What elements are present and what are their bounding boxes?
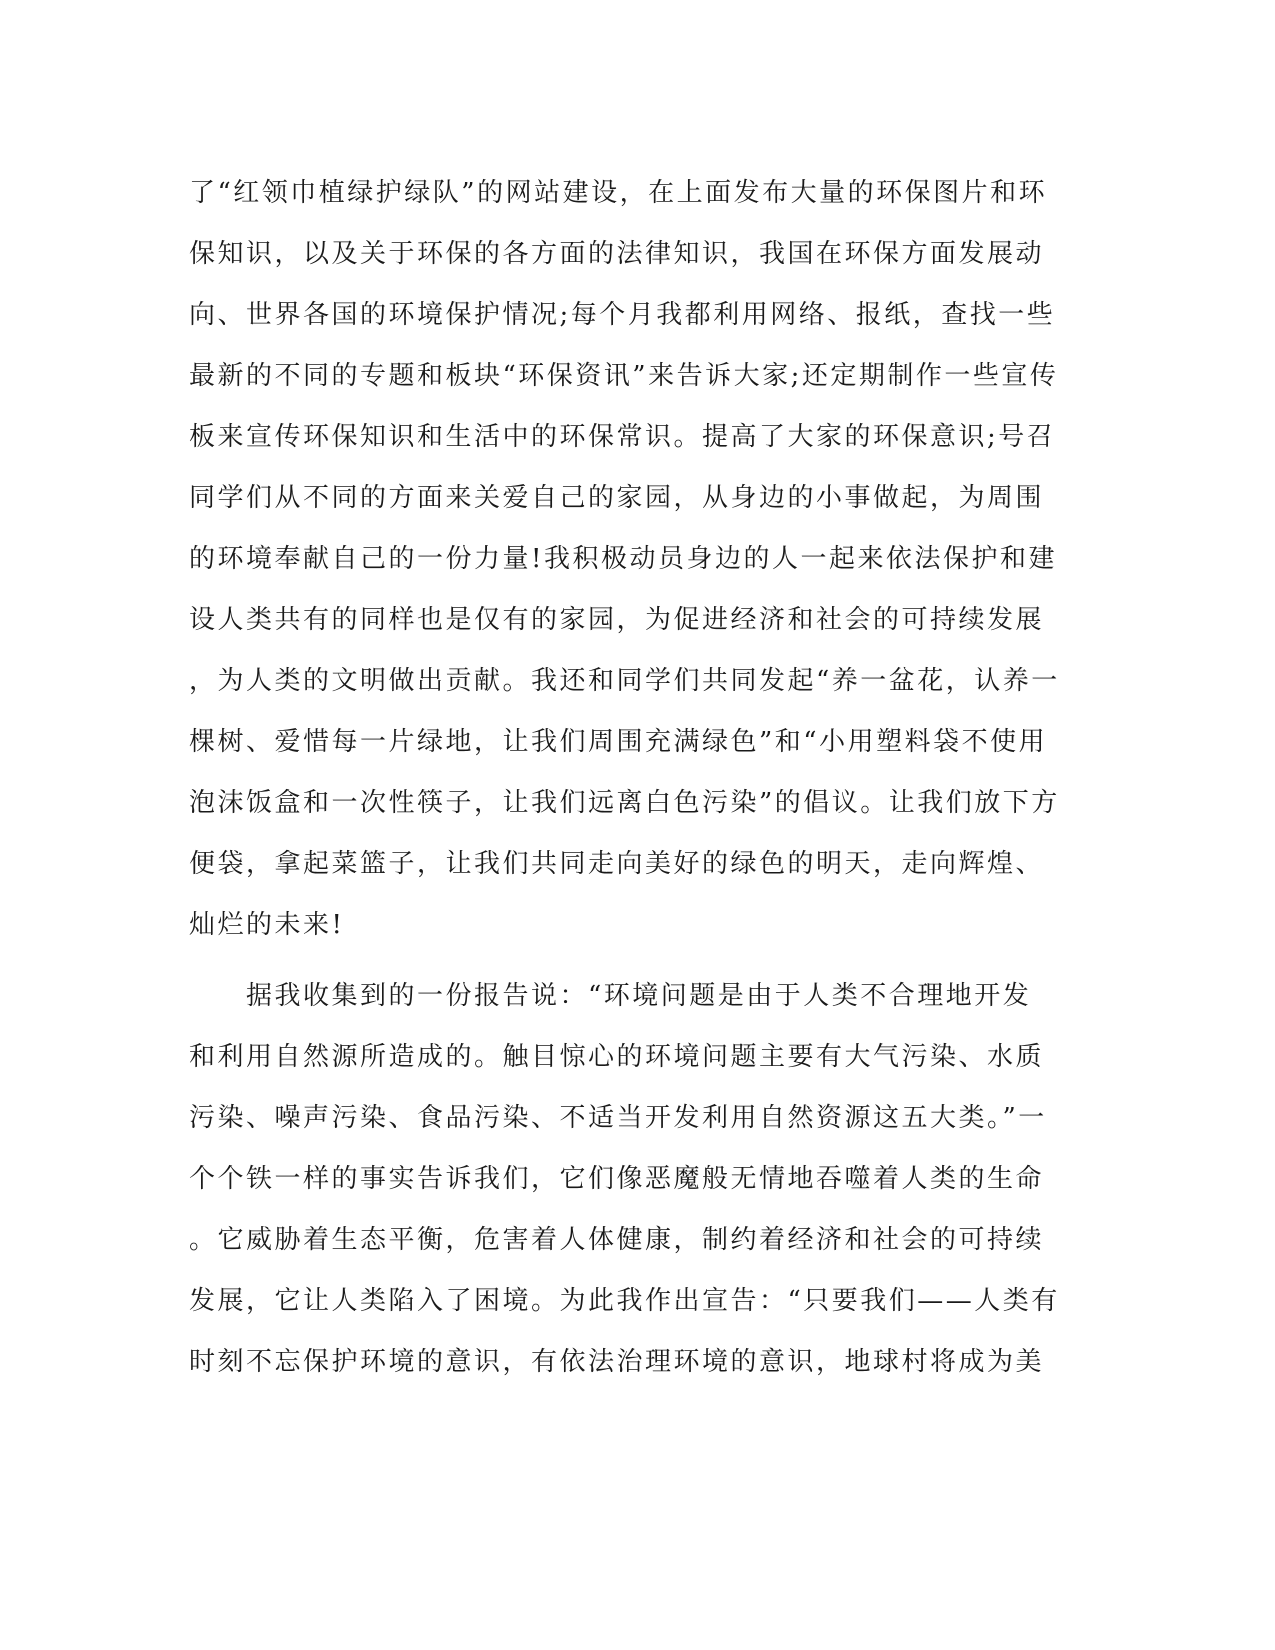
text-line: 棵树、爱惜每一片绿地，让我们周围充满绿色”和“小用塑料袋不使用 <box>189 727 1048 757</box>
paragraph-gap <box>189 956 1069 966</box>
text-line: ，为人类的文明做出贡献。我还和同学们共同发起“养一盆花，认养一 <box>189 666 1060 696</box>
document-body <box>189 163 1069 1393</box>
text-line: 污染、噪声污染、食品污染、不适当开发利用自然资源这五大类。”一 <box>189 1103 1047 1133</box>
text-line: 泡沫饭盒和一次性筷子，让我们远离白色污染”的倡议。让我们放下方 <box>189 788 1060 818</box>
text-line: 时刻不忘保护环境的意识，有依法治理环境的意识，地球村将成为美 <box>189 1347 1045 1377</box>
text-line: 了“红领巾植绿护绿队”的网站建设，在上面发布大量的环保图片和环 <box>189 178 1048 208</box>
text-line: 个个铁一样的事实告诉我们，它们像恶魔般无情地吞噬着人类的生命 <box>189 1164 1045 1194</box>
text-line: 便袋，拿起菜篮子，让我们共同走向美好的绿色的明天，走向辉煌、 <box>189 849 1045 879</box>
text-line: 保知识，以及关于环保的各方面的法律知识，我国在环保方面发展动 <box>189 239 1045 269</box>
text-line: 设人类共有的同样也是仅有的家园，为促进经济和社会的可持续发展 <box>189 605 1045 635</box>
text-line: 向、世界各国的环境保护情况;每个月我都利用网络、报纸，查找一些 <box>189 300 1056 330</box>
text-line: 最新的不同的专题和板块“环保资讯”来告诉大家;还定期制作一些宣传 <box>189 361 1059 391</box>
text-line: 灿烂的未来! <box>189 910 345 940</box>
text-line: 的环境奉献自己的一份力量!我积极动员身边的人一起来依法保护和建 <box>189 544 1057 574</box>
paragraph-2 <box>189 966 1069 1393</box>
paragraph-1 <box>189 163 1069 956</box>
text-line: 。它威胁着生态平衡，危害着人体健康，制约着经济和社会的可持续 <box>189 1225 1045 1255</box>
text-line: 和利用自然源所造成的。触目惊心的环境问题主要有大气污染、水质 <box>189 1042 1045 1072</box>
text-line: 同学们从不同的方面来关爱自己的家园，从身边的小事做起，为周围 <box>189 483 1045 513</box>
text-line: 发展，它让人类陷入了困境。为此我作出宣告：“只要我们——人类有 <box>189 1286 1060 1316</box>
text-line-indented: 据我收集到的一份报告说：“环境问题是由于人类不合理地开发 <box>246 981 1032 1011</box>
text-line: 板来宣传环保知识和生活中的环保常识。提高了大家的环保意识;号召 <box>189 422 1056 452</box>
